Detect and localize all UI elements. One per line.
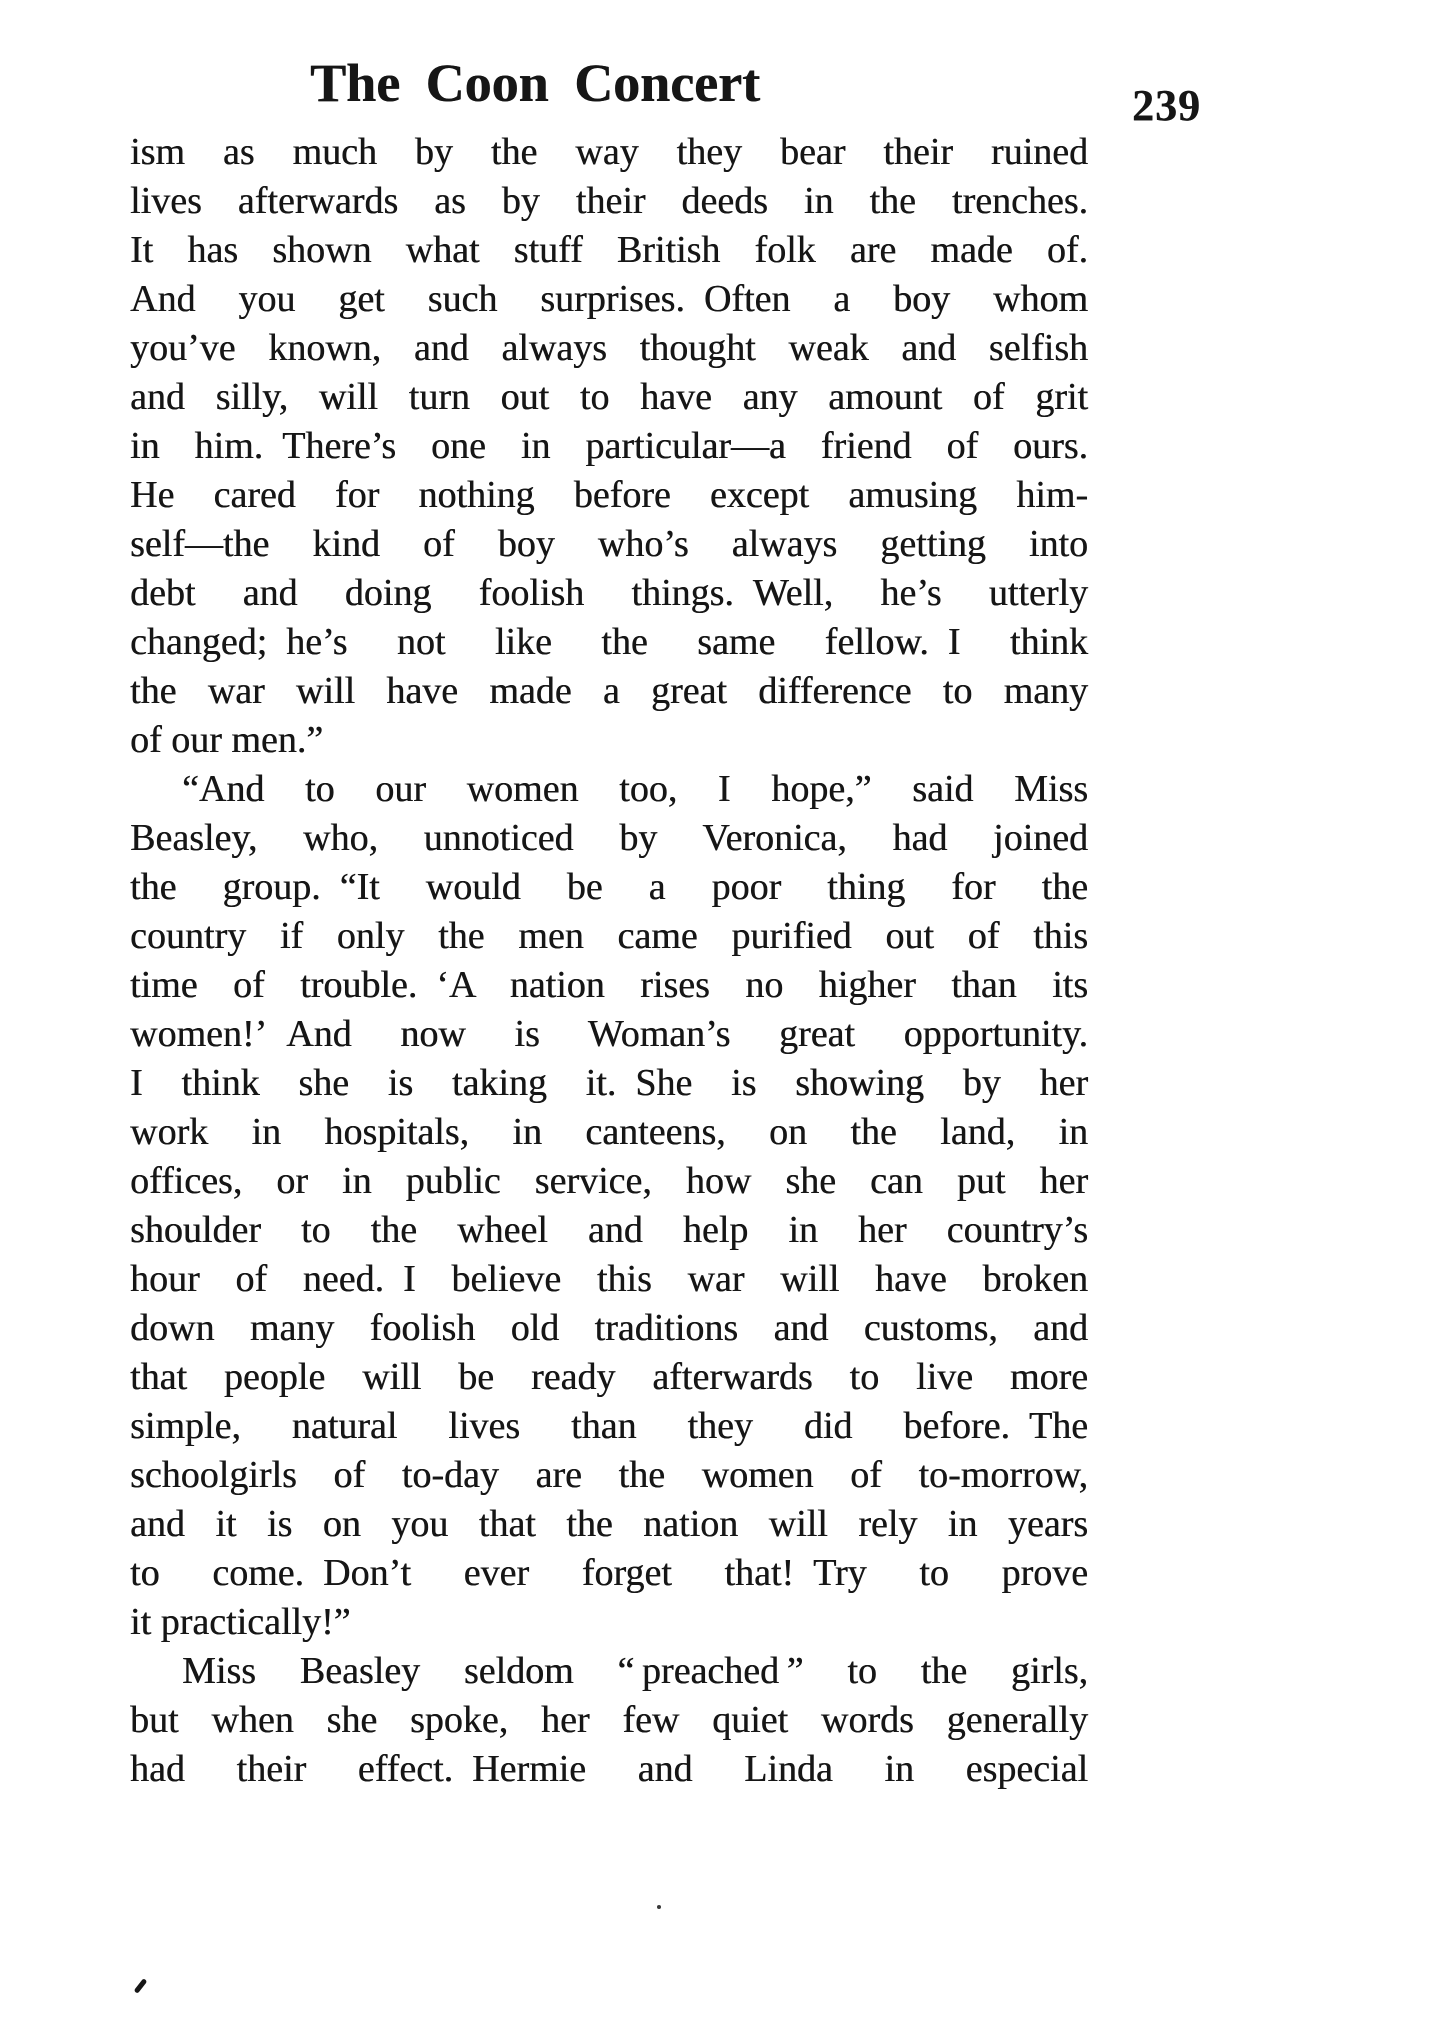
text-line: changed; he’s not like the same fellow. I think [130,621,1088,663]
text-line: that people will be ready afterwards to live more [130,1356,1088,1398]
paragraph [130,1647,1088,1794]
text-line: country if only the men came purified out of this [130,915,1088,957]
text-line: “And to our women too, I hope,” said Miss [182,768,1088,810]
page-title: The Coon Concert [310,53,760,113]
text-line: shoulder to the wheel and help in her country’s [130,1209,1088,1251]
text-line: the group. “It would be a poor thing for the [130,866,1088,908]
text-line: of our men.” [130,719,324,761]
page-number: 239 [1132,81,1201,130]
text-line: Miss Beasley seldom “ preached ” to the girls, [182,1650,1088,1692]
text-line: in him. There’s one in particular—a friend of ours. [130,425,1088,467]
text-line: hour of need. I believe this war will have broken [130,1258,1088,1300]
body-text [130,128,1088,1794]
text-line: ism as much by the way they bear their ruined [130,131,1088,173]
text-line: the war will have made a great difference to many [130,670,1088,712]
text-line: I think she is taking it. She is showing by her [130,1062,1088,1104]
text-line: and it is on you that the nation will rely in years [130,1503,1088,1545]
paragraph [130,765,1088,1647]
text-line: offices, or in public service, how she can put her [130,1160,1088,1202]
text-line: Beasley, who, unnoticed by Veronica, had joined [130,817,1088,859]
text-line: And you get such surprises. Often a boy whom [130,278,1088,320]
text-line: had their effect. Hermie and Linda in especial [130,1748,1088,1790]
text-line: to come. Don’t ever forget that! Try to prove [130,1552,1088,1594]
text-line: self—the kind of boy who’s always getting into [130,523,1088,565]
text-line: you’ve known, and always thought weak and selfish [130,327,1088,369]
text-line: simple, natural lives than they did before. The [130,1405,1088,1447]
text-line: lives afterwards as by their deeds in the trenches. [130,180,1088,222]
text-line: It has shown what stuff British folk are made of. [130,229,1088,271]
text-line: time of trouble. ‘A nation rises no higher than its [130,964,1088,1006]
text-line: but when she spoke, her few quiet words generally [130,1699,1088,1741]
paragraph [130,128,1088,765]
text-line: work in hospitals, in canteens, on the land, in [130,1111,1088,1153]
stray-ink-mark [134,1978,148,1994]
text-line: down many foolish old traditions and customs, and [130,1307,1088,1349]
text-line: and silly, will turn out to have any amount of grit [130,376,1088,418]
text-line: women!’ And now is Woman’s great opportunity. [130,1013,1088,1055]
text-line: it practically!” [130,1601,351,1643]
text-line: schoolgirls of to-day are the women of to-morrow, [130,1454,1088,1496]
text-line: debt and doing foolish things. Well, he’s utterly [130,572,1088,614]
text-line: He cared for nothing before except amusing him- [130,474,1088,516]
stray-ink-dot [657,1905,661,1909]
